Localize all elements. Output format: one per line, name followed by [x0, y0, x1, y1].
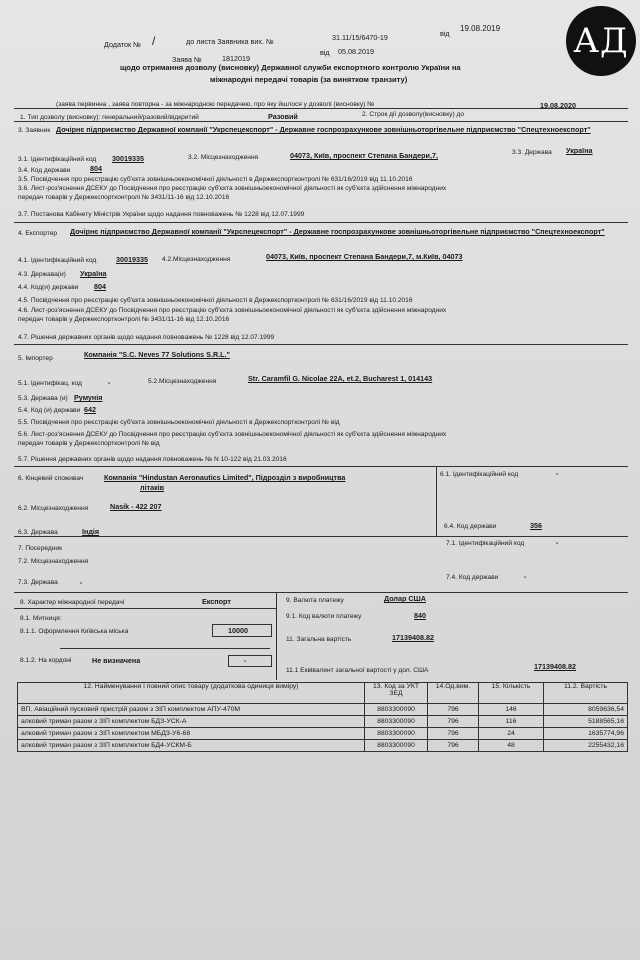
clearance-label: 8.1.1. Оформлення Київська міська: [20, 628, 129, 635]
ad-logo: АД: [566, 6, 636, 76]
applicant-id-label: 3.1. Ідентифікаційний код: [18, 156, 97, 163]
goods-item-code: 8803300090: [365, 704, 428, 716]
applicant-letter-line-2: передач товарів у Держекспортконтролі № 3431/11-16 від 12.10.2016: [18, 194, 230, 201]
currency-code: 840: [414, 611, 426, 620]
goods-header-name: 12. Найменування і повний опис товару (додаткова одиниця виміру): [18, 683, 365, 704]
end-user-label: 6. Кінцевий споживач: [18, 475, 84, 482]
border-label: 8.1.2. На кордоні: [20, 657, 72, 664]
to-letter-label: до листа Заявника вих. №: [186, 37, 274, 46]
letter-date: 19.08.2019: [460, 24, 501, 33]
exporter-loc-label: 4.2.Місцезнаходження: [162, 256, 231, 263]
end-user-code: 356: [530, 521, 542, 530]
divider: [14, 222, 628, 223]
exporter-state-label: 4.3. Держава(и): [18, 271, 66, 278]
goods-item-value: 5188565,16: [544, 716, 628, 728]
options-line: (заява первинна , заява повторна - за міжнародною передачею, про яку йшлося у дозволі (висновку) №: [56, 101, 375, 108]
exporter-loc: 04073, Київ, проспект Степана Бандери,7, м.Київ, 04073: [266, 252, 463, 261]
title-line-1: щодо отримання дозволу (висновку) Державної служби експортного контролю України на: [120, 63, 461, 72]
applicant-cabinet-line: 3.7. Постанова Кабінету Міністрів України щодо надання повноважень № 1228 від 12.07.1999: [18, 211, 305, 218]
divider: [14, 592, 628, 593]
applicant-code-label: 3.4. Код держави: [18, 167, 71, 174]
goods-header-qty: 15. Кількість: [479, 683, 544, 704]
goods-item-qty: 24: [479, 728, 544, 740]
goods-item-qty: 48: [479, 740, 544, 752]
goods-item-name: алковий тримач разом з ЗІП комплектом МБДЗ-У6-68: [18, 728, 365, 740]
applicant-state: Україна: [566, 146, 593, 155]
end-user-code-label: 6.4. Код держави: [444, 523, 497, 530]
importer-code-label: 5.4. Код (и) держави: [18, 407, 81, 414]
importer-id: -: [108, 378, 111, 387]
goods-row: [18, 704, 628, 716]
goods-row: [18, 740, 628, 752]
importer-letter-line-2: передач товарів у Держекспортконтролі № від: [18, 440, 160, 447]
end-user-loc: Nasik - 422 207: [110, 502, 162, 511]
application-date: 05.08.2019: [338, 47, 374, 56]
title-line-2: міжнародні передачі товарів (за винятком транзиту): [210, 75, 408, 84]
border-value: Не визначена: [92, 656, 141, 665]
divider: [60, 648, 270, 649]
intermediary-state-label: 7.3. Держава: [18, 579, 58, 586]
goods-item-qty: 146: [479, 704, 544, 716]
term-value: 19.08.2020: [540, 101, 576, 110]
divider: [436, 466, 437, 536]
importer-id-label: 5.1. Ідентифікац. код: [18, 380, 82, 387]
applicant-id: 30019335: [112, 154, 144, 163]
applicant-letter-line-1: 3.6. Лист-роз'яснення ДСЕКУ до Посвідчення про реєстрацію суб'єкта зовнішньоекономічної діяльності як суб'єкта здійснення міжнародних: [18, 185, 447, 192]
exporter-code-label: 4.4. Код(и) держави: [18, 284, 79, 291]
goods-row: [18, 716, 628, 728]
transfer-nature: Експорт: [202, 597, 231, 606]
goods-table: [17, 682, 628, 752]
goods-item-unit: 796: [428, 716, 479, 728]
importer-loc-label: 5.2.Місцезнаходження: [148, 378, 217, 385]
divider: [14, 108, 628, 109]
term-label: 2. Строк дії дозволу(висновку) до: [362, 111, 464, 118]
applicant-label: 3. Заявник: [18, 127, 51, 134]
clearance-code: 10000: [228, 626, 248, 635]
importer-code: 642: [84, 405, 96, 414]
end-user-id: -: [556, 469, 559, 478]
border-code-box: [228, 655, 272, 667]
importer-loc: Str. Caramfil G. Nicolae 22A, et.2, Bucharest 1, 014143: [248, 374, 433, 383]
end-user-state-label: 6.3. Держава: [18, 529, 58, 536]
goods-item-code: 8803300090: [365, 740, 428, 752]
letter-from: від: [440, 29, 450, 38]
goods-header-value: 11.2. Вартість: [544, 683, 628, 704]
goods-item-unit: 796: [428, 704, 479, 716]
goods-item-value: 2255432,16: [544, 740, 628, 752]
importer-state-label: 5.3. Держава (и): [18, 395, 68, 402]
application-label: Заява №: [172, 55, 202, 64]
applicant-reg-line: 3.5. Посвідчення про реєстрацію суб'єкта зовнішньоекономічної діяльності в Держекспортконтролі № 631/16/2019 від 11.10.2016: [18, 176, 413, 183]
usd-label: 11.1 Еквівалент загальної вартості у дол. США: [286, 667, 429, 674]
importer-state: Румунія: [74, 393, 103, 402]
applicant-state-label: 3.3. Держава: [512, 149, 552, 156]
appendix-label: Додаток №: [104, 40, 141, 49]
importer-decision-line: 5.7. Рішення державних органів щодо надання повноважень № N 10-122 від 21.03.2016: [18, 456, 287, 463]
importer-letter-line-1: 5.6. Лист-роз'яснення ДСЕКУ до Посвідчення про реєстрацію суб'єкта зовнішньоекономічної діяльності як суб'єкта здійснення міжнародних: [18, 431, 447, 438]
goods-item-code: 8803300090: [365, 728, 428, 740]
goods-header-code: 13. Код за УКТ ЗЕД: [365, 683, 428, 704]
goods-header-row: [18, 683, 628, 704]
intermediary-code-label: 7.4. Код держави: [446, 574, 499, 581]
goods-item-unit: 796: [428, 728, 479, 740]
divider: [14, 466, 628, 467]
importer-reg-line: 5.5. Посвідчення про реєстрацію суб'єкта зовнішньоекономічної діяльності в Держекспортконтролі № від: [18, 419, 340, 426]
end-user-name-1: Компанія "Hindustan Aeronautics Limited", Підрозділ з виробництва: [104, 473, 346, 482]
goods-item-name: алковий тримач разом з ЗІП комплектом БД4-УСКМ-Б: [18, 740, 365, 752]
letter-no: 31.11/15/6470-19: [332, 33, 388, 42]
importer-name: Компанія "S.C. Neves 77 Solutions S.R.L.": [84, 350, 230, 359]
intermediary-id-label: 7.1. Ідентифікаційний код: [446, 540, 525, 547]
end-user-id-label: 6.1. Ідентифікаційний код: [440, 471, 519, 478]
intermediary-code: -: [524, 572, 527, 581]
type-label: 1. Тип дозволу (висновку): генеральний/разовий/відкритий: [20, 114, 199, 121]
exporter-letter-line-2: передач товарів у Держекспортконтролі № 3431/11-16 від 12.10.2016: [18, 316, 230, 323]
customs-label: 8.1. Митниця:: [20, 615, 62, 622]
application-no: 1812019: [222, 54, 250, 63]
application-from: від: [320, 48, 330, 57]
importer-label: 5. Імпортер: [18, 355, 53, 362]
exporter-name: Дочірнє підприємство Державної компанії "Укрспецекспорт" - Державне госпрозрахункове зовнішньоторгівельне підприємство "Спецтехноекспорт": [70, 227, 605, 236]
exporter-id: 30019335: [116, 255, 148, 264]
goods-item-name: алковий тримач разом з ЗІП комплектом БДЗ-УСК-А: [18, 716, 365, 728]
applicant-loc: 04073, Київ, проспект Степана Бандери,7,: [290, 151, 438, 160]
border-code: -: [244, 656, 247, 665]
usd-value: 17139408.82: [534, 662, 576, 671]
intermediary-loc-label: 7.2. Місцезнаходження: [18, 558, 89, 565]
goods-header-unit: 14.Од.вим.: [428, 683, 479, 704]
end-user-state: Індія: [82, 527, 100, 536]
divider: [276, 592, 277, 680]
appendix-no: /: [152, 34, 156, 48]
goods-item-value: 1635774,96: [544, 728, 628, 740]
total-value: 17139408.82: [392, 633, 434, 642]
exporter-cabinet-line: 4.7. Рішення державних органів щодо надання повноважень № 1228 від 12.07.1999: [18, 334, 275, 341]
exporter-reg-line: 4.5. Посвідчення про реєстрацію суб'єкта зовнішньоекономічної діяльності в Держекспортконтролі № 631/16/2019 від 11.10.2016: [18, 297, 413, 304]
end-user-name-2: літаків: [140, 483, 165, 492]
currency-value: Долар США: [384, 594, 426, 603]
currency-label: 9. Валюта платежу: [286, 597, 344, 604]
goods-item-value: 8059636,54: [544, 704, 628, 716]
applicant-name: Дочірнє підприємство Державної компанії "Укрспецекспорт" - Державне госпрозрахункове зовнішньоторгівельне підприємство "Спецтехноекспорт": [56, 125, 591, 134]
intermediary-label: 7. Посередник: [18, 545, 62, 552]
goods-item-qty: 116: [479, 716, 544, 728]
goods-item-name: ВП. Авіаційний пусковий пристрій разом з ЗІП комплектом АПУ-470М: [18, 704, 365, 716]
exporter-code: 804: [94, 282, 106, 291]
goods-item-unit: 796: [428, 740, 479, 752]
goods-item-code: 8803300090: [365, 716, 428, 728]
exporter-label: 4. Експортер: [18, 230, 58, 237]
divider: [14, 121, 628, 122]
end-user-loc-label: 6.2. Місцезнаходження: [18, 505, 89, 512]
exporter-id-label: 4.1. Ідентифікаційний код: [18, 257, 97, 264]
type-value: Разовий: [268, 112, 298, 121]
goods-row: [18, 728, 628, 740]
total-label: 11. Загальна вартість: [286, 636, 352, 643]
intermediary-state: -: [80, 578, 83, 587]
currency-code-label: 9.1. Код валюти платежу: [286, 613, 362, 620]
applicant-loc-label: 3.2. Місцезнаходження: [188, 154, 259, 161]
exporter-state: Україна: [80, 269, 107, 278]
divider: [14, 344, 628, 345]
intermediary-id: -: [556, 538, 559, 547]
divider: [14, 608, 276, 609]
applicant-code: 804: [90, 164, 102, 173]
divider: [14, 536, 628, 537]
exporter-letter-line-1: 4.6. Лист-роз'яснення ДСЕКУ до Посвідчення про реєстрацію суб'єкта зовнішньоекономічної діяльності як суб'єкта здійснення міжнародних: [18, 307, 447, 314]
transfer-nature-label: 8. Характер міжнародної передачі: [20, 599, 125, 606]
